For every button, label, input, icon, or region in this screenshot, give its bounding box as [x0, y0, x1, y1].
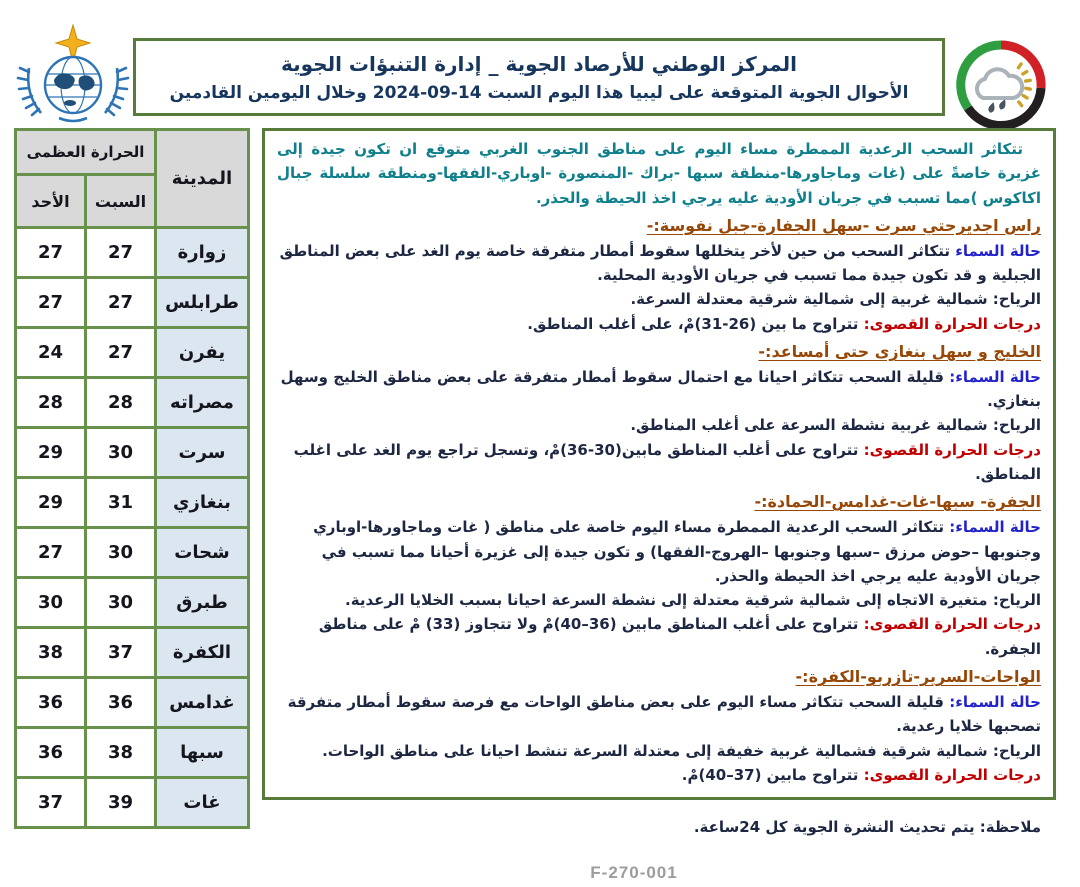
city-name: شحات: [156, 528, 249, 578]
sky-text: قليلة السحب تتكاثر مساء اليوم على بعض مناطق الواحات مع فرصة سقوط أمطار متفرقة تصحبها خلايا رعدية.: [287, 692, 1041, 736]
temp-text: تتراوح مابين (37–40)مْ.: [681, 765, 864, 784]
title-box: [133, 38, 945, 116]
saturday-temp: 31: [86, 478, 156, 528]
table-row: [16, 278, 249, 328]
bulletin-title: الأحوال الجوية المتوقعة على ليبيا هذا اليوم السبت 14-09-2024 وخلال اليومين القادمين: [169, 82, 909, 103]
sunday-header: الأحد: [16, 175, 86, 228]
temp-label: درجات الحرارة القصوى:: [863, 765, 1041, 784]
city-name: يفرن: [156, 328, 249, 378]
sky-condition-line: [277, 239, 1041, 288]
saturday-temp: 27: [86, 328, 156, 378]
temperature-table: [14, 128, 250, 829]
saturday-temp: 30: [86, 528, 156, 578]
sunday-temp: 30: [16, 578, 86, 628]
form-code: F-270-001: [590, 863, 678, 883]
sunday-temp: 28: [16, 378, 86, 428]
update-note: ملاحظة: يتم تحديث النشرة الجوية كل 24ساعة.: [693, 818, 1041, 837]
sunday-temp: 36: [16, 678, 86, 728]
sky-condition-line: [277, 515, 1041, 588]
city-name: زوارة: [156, 228, 249, 278]
max-temp-line: [277, 312, 1041, 336]
saturday-temp: 27: [86, 278, 156, 328]
temp-text: تتراوح على أغلب المناطق مابين(30-36)مْ، وتسجل تراجع يوم الغد على اغلب المناطق.: [293, 440, 1041, 484]
sky-label: حالة السماء:: [949, 367, 1041, 386]
temp-label: درجات الحرارة القصوى:: [863, 314, 1041, 333]
sunday-temp: 38: [16, 628, 86, 678]
table-row: [16, 228, 249, 278]
saturday-temp: 27: [86, 228, 156, 278]
libya-met-logo-graphic: [950, 38, 1052, 132]
sunday-temp: 37: [16, 778, 86, 828]
sunday-temp: 36: [16, 728, 86, 778]
max-temp-line: [277, 612, 1041, 661]
sunday-temp: 24: [16, 328, 86, 378]
table-row: [16, 478, 249, 528]
city-name: طرابلس: [156, 278, 249, 328]
section-heading-1: راس اجديرحتي سرت -سهل الجفارة-جبل نفوسة:-: [646, 215, 1041, 235]
table-row: [16, 428, 249, 478]
saturday-temp: 36: [86, 678, 156, 728]
section-heading-3: الجفرة- سبها-غات-غدامس-الحمادة:-: [754, 492, 1041, 512]
org-title: المركز الوطني للأرصاد الجوية _ إدارة التنبؤات الجوية: [280, 51, 798, 76]
wmo-logo-graphic: [14, 24, 132, 124]
sky-text: تتكاثر السحب الرعدية الممطرة مساء اليوم خاصة على مناطق ( غات وماجاورها-اوباري وجنوبها –حوض مرزق –سبها وجنوبها –الهروج-الفقها) و تكون جيدة إلى غزيرة أحيانا مما تسبب في جريان الأودية عليه يرجي اخذ الحيطة والحذر.: [313, 518, 1041, 585]
max-temp-line: [277, 763, 1041, 787]
city-column-header: المدينة: [156, 130, 249, 228]
sunday-temp: 27: [16, 228, 86, 278]
saturday-temp: 37: [86, 628, 156, 678]
sunday-temp: 27: [16, 278, 86, 328]
sky-label: حالة السماء:: [949, 518, 1041, 537]
saturday-temp: 28: [86, 378, 156, 428]
table-row: [16, 378, 249, 428]
city-name: سرت: [156, 428, 249, 478]
temp-label: درجات الحرارة القصوى:: [863, 440, 1041, 459]
sky-condition-line: [277, 365, 1041, 414]
section-heading-2: الخليج و سهل بنغازى حتى أمساعد:-: [758, 341, 1041, 361]
table-row: [16, 778, 249, 828]
max-temp-header: الحرارة العظمى: [16, 130, 156, 175]
table-row: [16, 678, 249, 728]
sunday-temp: 27: [16, 528, 86, 578]
city-name: بنغازي: [156, 478, 249, 528]
temp-text: تتراوح على أغلب المناطق مابين (36–40)مْ ولا تتجاوز (33) مْ على مناطق الجفرة.: [318, 615, 1041, 658]
table-row: [16, 728, 249, 778]
wind-line: الرياح: متغيرة الاتجاه إلى شمالية شرقية معتدلة إلى نشطة السرعة احيانا بسبب الخلايا الرعدية.: [345, 591, 1041, 610]
libya-met-centre-logo: [950, 38, 1052, 136]
saturday-temp: 30: [86, 428, 156, 478]
sky-text: قليلة السحب تتكاثر احيانا مع احتمال سقوط أمطار متفرقة على بعض مناطق الخليج وسهل بنغازي.: [280, 367, 1041, 411]
city-name: مصراته: [156, 378, 249, 428]
sky-label: حالة السماء:: [949, 692, 1041, 711]
temp-text: تتراوح ما بين (26-31)مْ، على أغلب المناطق.: [527, 314, 864, 333]
city-name: غات: [156, 778, 249, 828]
table-row: [16, 628, 249, 678]
table-row: [16, 578, 249, 628]
wmo-logo: [14, 24, 132, 128]
city-name: الكفرة: [156, 628, 249, 678]
table-row: [16, 528, 249, 578]
saturday-temp: 30: [86, 578, 156, 628]
wind-line: الرياح: شمالية شرقية فشمالية غربية خفيفة إلى معتدلة السرعة تنشط احيانا على مناطق الواحات.: [322, 741, 1041, 760]
saturday-temp: 38: [86, 728, 156, 778]
city-name: سبها: [156, 728, 249, 778]
sky-text: تتكاثر السحب من حين لأخر يتخللها سقوط أمطار متفرقة خاصة يوم الغد على بعض المناطق الجبلية و قد تكون جيدة مما تسبب في جريان الأودية المحلية.: [279, 241, 1041, 285]
wind-line: الرياح: شمالية غربية نشطة السرعة على أغلب المناطق.: [630, 416, 1041, 435]
saturday-temp: 39: [86, 778, 156, 828]
forecast-panel: [262, 128, 1056, 883]
max-temp-line: [277, 438, 1041, 487]
wind-line: الرياح: شمالية غربية إلى شمالية شرقية معتدلة السرعة.: [630, 290, 1041, 309]
table-row: [16, 328, 249, 378]
intro-paragraph: تتكاثر السحب الرعدية الممطرة مساء اليوم على مناطق الجنوب الغربي متوقع ان تكون جيدة إلى غزيرة خاصةً على (غات وماجاورها-منطقة سبها -براك -المنصورة -اوباري-الفقها-ومنطقة سلسلة جبال اكاكوس )مما تسبب في جريان الأودية عليه يرجي اخذ الحيطة والحذر.: [277, 140, 1041, 207]
section-heading-4: الواحات-السرير-تازربو-الكفرة:-: [795, 667, 1041, 687]
sunday-temp: 29: [16, 428, 86, 478]
sky-condition-line: [277, 690, 1041, 739]
table-header-row: [16, 130, 249, 175]
city-name: طبرق: [156, 578, 249, 628]
temp-label: درجات الحرارة القصوى:: [863, 615, 1041, 634]
sunday-temp: 29: [16, 478, 86, 528]
sky-label: حالة السماء: [955, 241, 1041, 260]
saturday-header: السبت: [86, 175, 156, 228]
city-name: غدامس: [156, 678, 249, 728]
